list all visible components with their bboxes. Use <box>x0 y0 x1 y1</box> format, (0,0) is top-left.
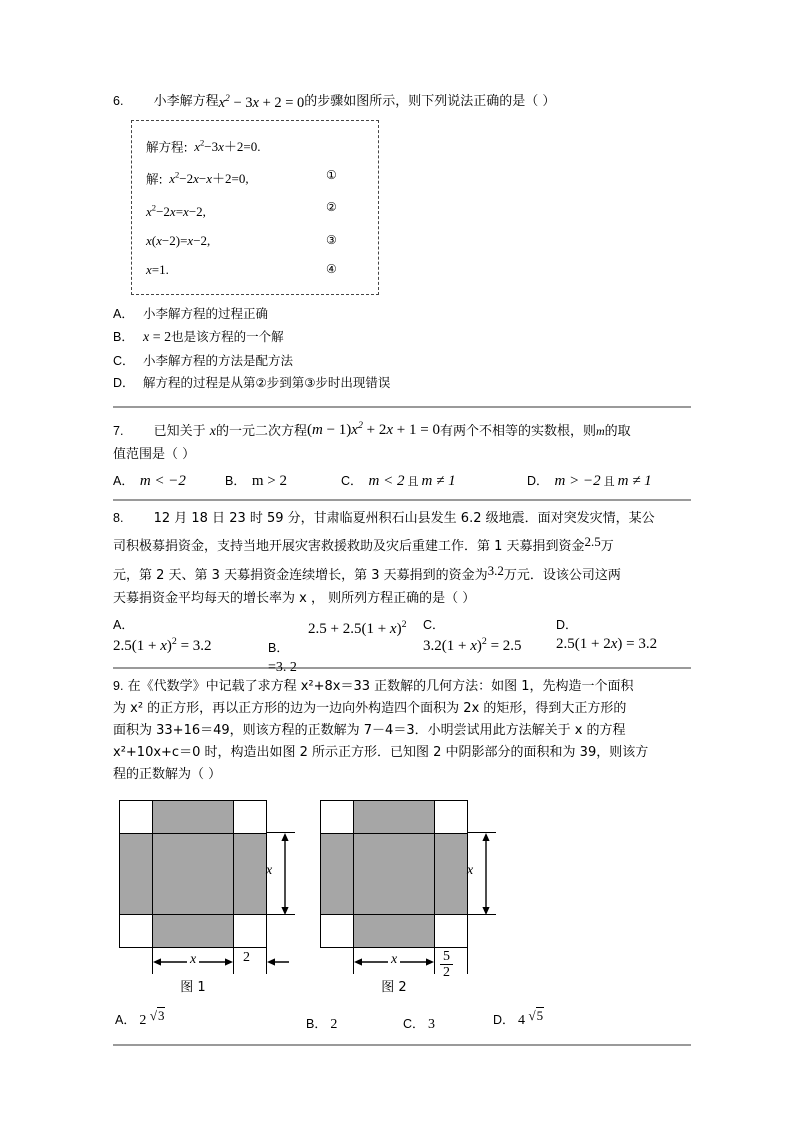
figure-1 <box>119 800 273 995</box>
fig2-cell-r <box>434 833 468 915</box>
fig2-cell-br <box>434 914 468 948</box>
solution-line-1-tag: ① <box>326 168 337 183</box>
fig2-cell-bl <box>320 914 354 948</box>
option-math: 2.5(1 + 2x) = 3.2 <box>556 635 658 652</box>
fig2-cell-tl <box>320 800 354 834</box>
question-8-stem-line-1 <box>113 507 691 531</box>
question-6-options <box>113 303 691 394</box>
option-key: A． <box>115 1012 136 1027</box>
solution-line-3-tag: ③ <box>326 232 337 247</box>
question-7-number: 7. <box>113 423 124 438</box>
fig1-cell-br <box>233 914 267 948</box>
question-7-option-b[interactable] <box>225 471 341 490</box>
option-key: A． <box>113 473 134 488</box>
question-6-option-b[interactable] <box>113 325 691 350</box>
solution-line-4-expression: x=1. <box>146 261 169 277</box>
option-text: 小李解方程的方法是配方法 <box>143 352 294 368</box>
option-text: 解方程的过程是从第②步到第③步时出现错误 <box>143 374 391 390</box>
question-7-stem-text-3: 有两个不相等的实数根，则 <box>439 423 596 439</box>
question-9 <box>113 675 691 1038</box>
question-9-option-c[interactable] <box>403 1014 435 1033</box>
question-9-stem-line-5: 程的正数解为（ ） <box>113 766 222 782</box>
question-9-stem <box>113 675 691 786</box>
solution-line-0 <box>146 129 368 161</box>
option-radicand: 3 <box>157 1007 165 1023</box>
question-7-variable-m: m <box>595 423 605 438</box>
option-math: $3.2(1 + x)^2 = 2.5$ <box>423 635 522 654</box>
option-math: m > 2 <box>251 472 287 489</box>
solution-line-3 <box>146 226 368 255</box>
option-key: C． <box>341 473 363 488</box>
option-key: B． <box>306 1016 327 1031</box>
question-9-option-a[interactable] <box>115 1008 165 1029</box>
fig1-cell-r <box>233 833 267 915</box>
question-7-equation: $(m - 1)x^2 + 2x + 1 = 0$ <box>306 419 440 438</box>
fig2-cell-t <box>353 800 435 834</box>
option-key: A． <box>113 617 134 632</box>
question-6-stem <box>113 88 691 114</box>
question-8-options <box>113 615 691 675</box>
figure-2-caption: 图 2 <box>381 979 407 995</box>
question-sheet <box>113 88 691 1052</box>
sqrt-icon: √5 <box>528 1007 544 1023</box>
figure-2-grid <box>320 800 474 980</box>
question-8-line-2-text: 司积极募捐资金，支持当地开展灾害救援救助及灾后重建工作．第 1 天募捐到资金 <box>113 539 585 555</box>
question-8-option-d[interactable] <box>556 615 657 653</box>
question-7-option-a[interactable] <box>113 471 225 490</box>
option-math: m < −2 <box>139 472 186 489</box>
question-8-line-3-text: 元，第 2 天、第 3 天募捐资金连续增长，第 3 天募捐到的资金为 <box>113 567 488 583</box>
fig2-horizontal-label-x: x <box>388 952 400 968</box>
question-7-stem-text-4: 的取 <box>604 423 631 439</box>
fig2-cell-center <box>353 833 435 915</box>
fig2-horizontal-label-fraction <box>440 950 453 979</box>
question-8-option-b[interactable] <box>268 618 407 676</box>
question-9-stem-line-4: x²+10x+c＝0 时，构造出如图 2 所示正方形．已知图 2 中阴影部分的面积和为 39，则该方 <box>113 744 649 760</box>
fig2-vertical-arrow <box>480 833 492 915</box>
question-8-stem-line-4: 天募捐资金平均每天的增长率为 x ， 则所列方程正确的是（ ） <box>113 591 476 607</box>
question-7-options <box>113 471 691 490</box>
option-math-bottom: =3. 2 <box>268 659 297 675</box>
question-6 <box>113 88 691 394</box>
question-8-number: 8. <box>113 510 124 525</box>
option-key: C． <box>113 353 135 368</box>
question-9-option-b[interactable] <box>306 1014 337 1033</box>
fig1-cell-center <box>152 833 234 915</box>
solution-line-0-expression: $x^2-3x+2=0$. <box>194 137 261 155</box>
question-9-stem-line-3: 面积为 33+16＝49，则该方程的正数解为 7－4＝3．小明尝试用此方法解关于 x 的方程 <box>113 722 626 738</box>
fig2-cell-tr <box>434 800 468 834</box>
fig2-cell-b <box>353 914 435 948</box>
fig1-horizontal-label-2: 2 <box>243 949 250 965</box>
question-7-stem-text-1: 已知关于 <box>153 423 206 439</box>
fig1-horizontal-arrow-right <box>267 956 289 968</box>
option-math: m < 2 <box>368 472 405 489</box>
solution-line-1-expression: $x^2-2x-x+2=0$, <box>169 170 249 187</box>
question-6-option-d[interactable] <box>113 372 691 394</box>
question-9-stem-line-1 <box>113 675 691 698</box>
question-8-line-3-unit: 万元．设该公司这两 <box>503 567 621 583</box>
option-math-2: m ≠ 1 <box>617 472 652 489</box>
question-8-stem <box>113 507 691 611</box>
divider-2 <box>113 499 691 501</box>
fig1-cell-l <box>119 833 153 915</box>
option-key: D． <box>527 473 549 488</box>
question-6-stem-text-2: 的步骤如图所示，则下列说法正确的是（ ） <box>304 93 556 109</box>
option-key: B． <box>268 640 289 655</box>
question-6-equation: $x^2 - 3x + 2 = 0$ <box>218 93 305 111</box>
fig1-horizontal-label-x: x <box>187 952 199 968</box>
option-conjunction: 且 <box>407 474 419 488</box>
figure-2 <box>320 800 474 995</box>
question-9-line-1-text: 在《代数学》中记载了求方程 x²+8x＝33 正数解的几何方法：如图 1，先构造一个面积 <box>127 678 634 694</box>
option-key: D． <box>493 1012 515 1027</box>
divider-1 <box>113 406 691 408</box>
question-7-variable: x <box>209 423 216 439</box>
solution-line-0-label: 解方程: <box>146 139 188 155</box>
option-coefficient: 3 <box>428 1016 436 1032</box>
question-9-number: 9. <box>113 678 124 693</box>
option-coefficient: 2 <box>139 1012 147 1028</box>
fig1-guide-mid-v <box>233 948 234 974</box>
amount-day1: 2.5 <box>584 534 601 550</box>
question-9-stem-line-2: 为 x² 的正方形，再以正方形的边为一边向外构造四个面积为 2x 的矩形，得到大正方形的 <box>113 700 627 716</box>
question-7-option-c[interactable] <box>341 471 527 490</box>
question-6-option-a[interactable] <box>113 303 691 325</box>
fig1-cell-tl <box>119 800 153 834</box>
figure-1-caption: 图 1 <box>180 979 206 995</box>
fig1-vertical-label: x <box>266 862 273 878</box>
solution-line-1 <box>146 161 368 193</box>
option-coefficient: 2 <box>330 1016 338 1032</box>
question-9-figures <box>113 800 691 995</box>
fig1-cell-bl <box>119 914 153 948</box>
fig1-cell-tr <box>233 800 267 834</box>
solution-line-1-label: 解: <box>146 171 163 187</box>
fraction-numerator: 5 <box>443 948 450 964</box>
question-6-number: 6. <box>113 93 124 108</box>
fig1-cell-t <box>152 800 234 834</box>
divider-4 <box>113 1044 691 1046</box>
solution-line-2 <box>146 193 368 225</box>
fig2-guide-right-v <box>467 948 468 974</box>
question-8-option-c[interactable] <box>423 615 522 655</box>
fraction-denominator: 2 <box>443 964 450 980</box>
option-text: 也是该方程的一个解 <box>171 328 284 344</box>
option-math-top: $2.5 + 2.5(1 + x)^2$ <box>308 618 407 637</box>
question-9-options <box>113 1004 691 1038</box>
option-conjunction: 且 <box>603 474 615 488</box>
question-8-line-2-unit: 万 <box>600 539 614 555</box>
question-8-stem-line-2 <box>113 530 691 559</box>
solution-line-4-tag: ④ <box>326 261 337 276</box>
fig1-cell-b <box>152 914 234 948</box>
question-8-option-a[interactable] <box>113 615 212 655</box>
question-6-stem-text-1: 小李解方程 <box>153 93 219 109</box>
fig2-vertical-label: x <box>467 862 474 878</box>
question-7-stem-line-2: 值范围是（ ） <box>113 446 196 462</box>
option-text: 小李解方程的过程正确 <box>143 305 269 321</box>
option-math: m > −2 <box>554 472 601 489</box>
option-key: C． <box>403 1016 425 1031</box>
question-9-option-d[interactable] <box>493 1008 544 1029</box>
question-6-option-c[interactable] <box>113 350 691 372</box>
option-key: A． <box>113 306 134 321</box>
option-key: D． <box>556 617 578 632</box>
solution-line-4 <box>146 255 368 284</box>
figure-1-grid <box>119 800 273 967</box>
question-8-stem-line-3 <box>113 559 691 588</box>
option-math: x = 2 <box>143 329 172 345</box>
option-key: B． <box>113 329 134 344</box>
fig1-vertical-arrow <box>279 833 291 915</box>
option-radicand: 5 <box>536 1007 544 1023</box>
option-key: C． <box>423 617 445 632</box>
fig2-guide-mid-v <box>434 948 435 974</box>
question-7-option-d[interactable] <box>527 471 652 490</box>
sqrt-icon: √3 <box>149 1007 165 1023</box>
solution-line-3-expression: x(x−2)=x−2, <box>146 232 211 248</box>
question-7-stem <box>113 414 691 466</box>
question-8-line-1-text: 12 月 18 日 23 时 59 分，甘肃临夏州积石山县发生 6.2 级地震．面对突发灾情，某公 <box>153 510 655 526</box>
question-6-solution-box <box>131 120 379 295</box>
fig2-cell-l <box>320 833 354 915</box>
option-math: $2.5(1 + x)^2 = 3.2$ <box>113 635 212 654</box>
option-math-2: m ≠ 1 <box>421 472 456 489</box>
amount-day3: 3.2 <box>487 562 504 578</box>
solution-line-2-tag: ② <box>326 200 337 215</box>
option-key: B． <box>225 473 246 488</box>
option-key: D． <box>113 375 135 390</box>
solution-line-2-expression: $x^2-2x=x-2$, <box>146 202 206 219</box>
question-7-stem-text-2: 的一元二次方程 <box>215 423 307 439</box>
question-7 <box>113 414 691 490</box>
question-8 <box>113 507 691 675</box>
option-coefficient: 4 <box>518 1012 526 1028</box>
